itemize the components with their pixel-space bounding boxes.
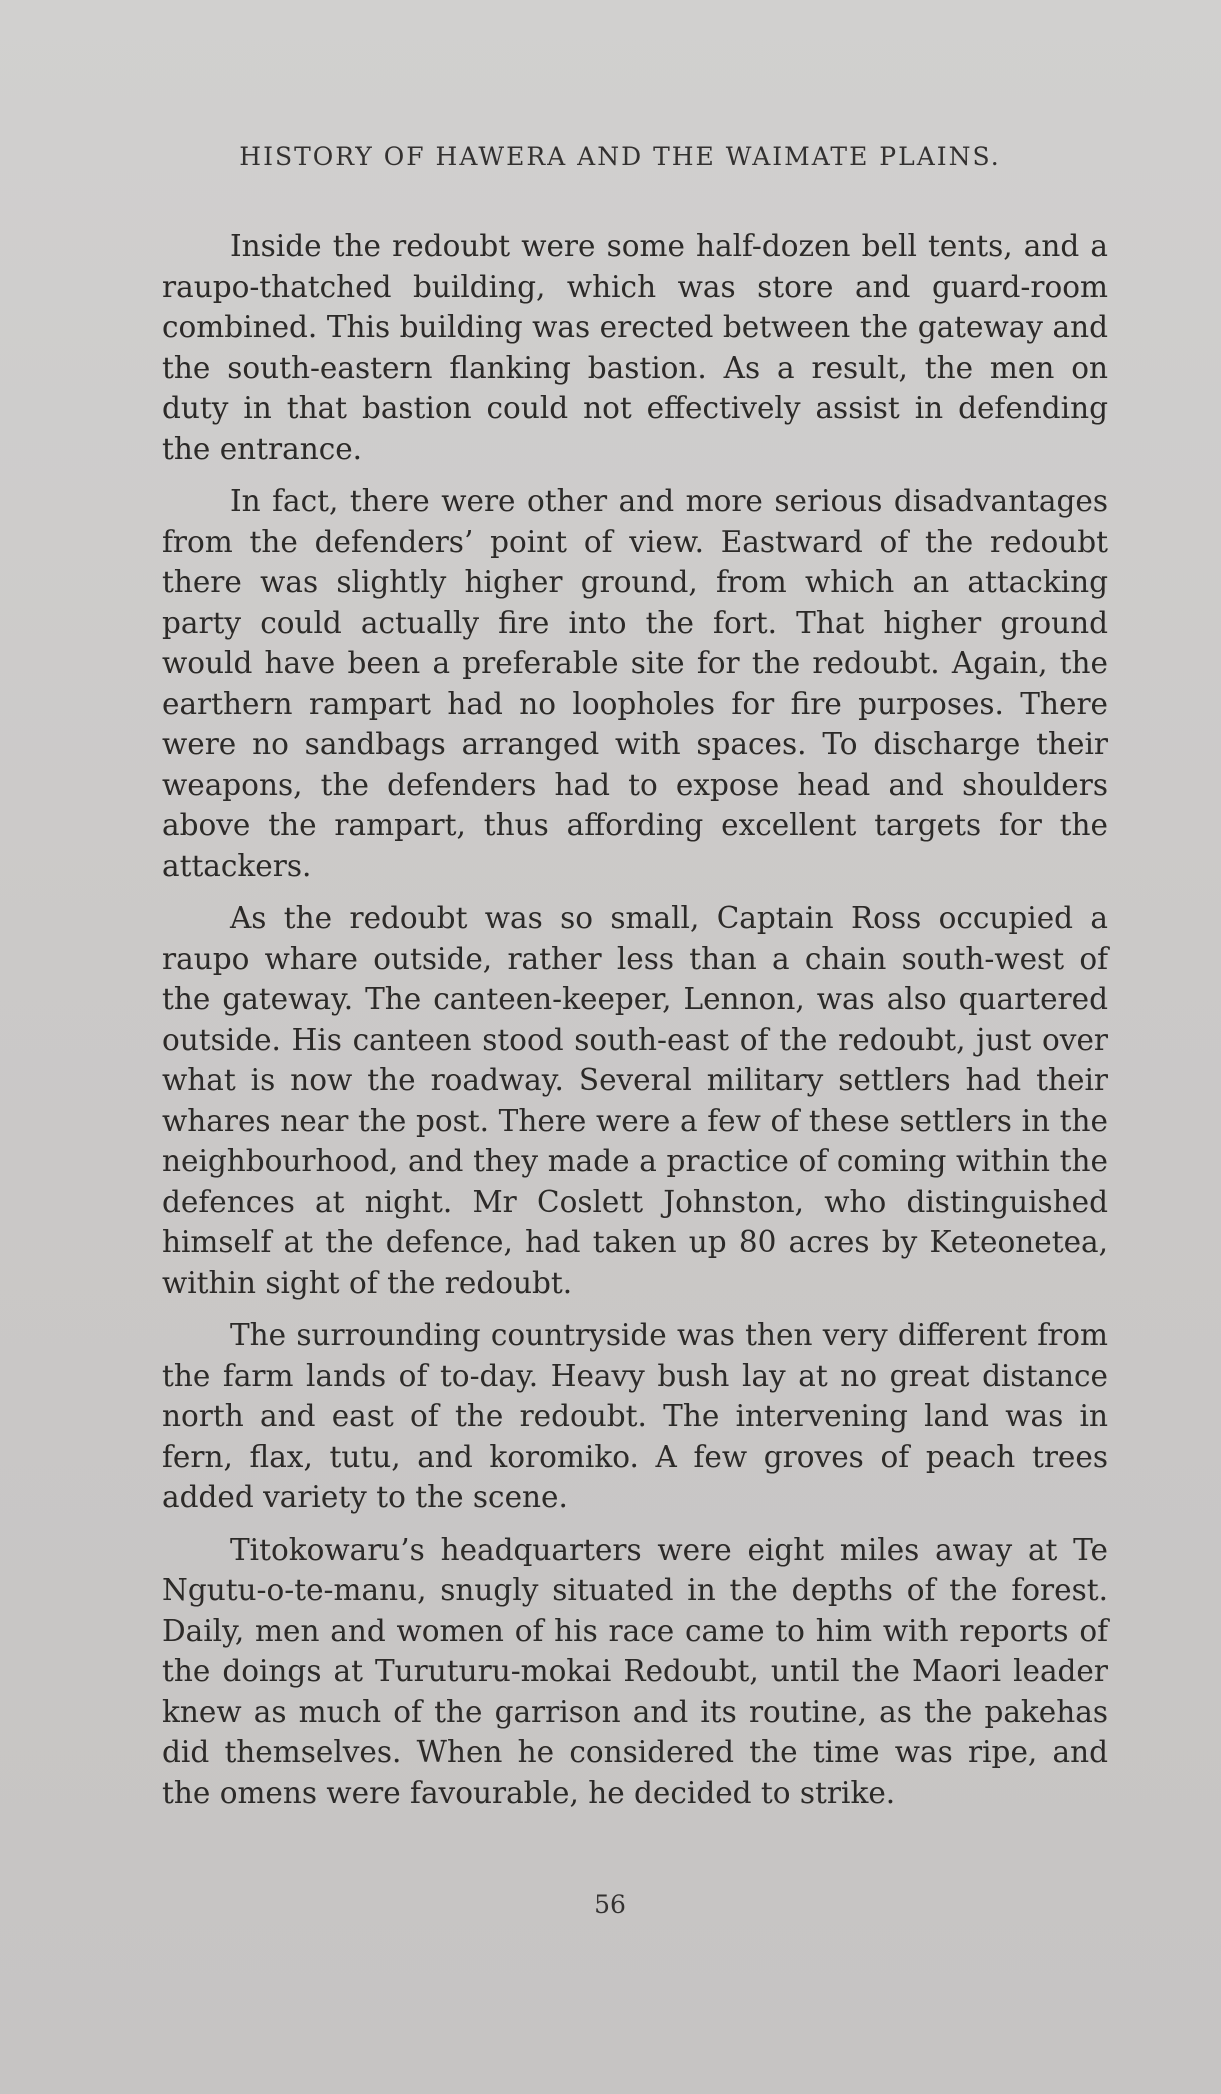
paragraph-disadvantages: In fact, there were other and more serious disadvantages from the defenders’ point of view. Eastward of the redoubt there was slightly higher ground, from which an attacking party could actually fire into the fort. That higher ground would have been a preferable site for the redoubt. Again, the earthern rampart had no loopholes for fire purposes. There were no sandbags arranged with spaces. To discharge their weapons, the defenders had to expose head and shoulders above the rampart, thus affording excellent targets for the attackers. bbox=[162, 484, 1108, 883]
paragraph-captain-ross: As the redoubt was so small, Captain Ross occupied a raupo whare outside, rather less than a chain south-west of the gateway. The canteen-keeper, Lennon, was also quartered outside. His canteen stood south-east of the redoubt, just over what is now the roadway. Several military settlers had their whares near the post. There were a few of these settlers in the neighbourhood, and they made a practice of coming within the defences at night. Mr Coslett Johnston, who distinguished himself at the defence, had taken up 80 acres by Keteonetea, within sight of the redoubt. bbox=[162, 901, 1108, 1300]
page-number: 56 bbox=[594, 1890, 626, 1919]
paragraph-redoubt-interior: Inside the redoubt were some half-dozen bell tents, and a raupo-thatched building, which was store and guard-room combined. This building was erected between the gateway and the south-eastern flanking bastion. As a result, the men on duty in that bastion could not effectively assist in defending the entrance. bbox=[162, 229, 1108, 466]
running-head: HISTORY OF HAWERA AND THE WAIMATE PLAINS. bbox=[239, 142, 1001, 171]
paragraph-countryside: The surrounding countryside was then very different from the farm lands of to-day. Heavy bush lay at no great distance north and east of the redoubt. The intervening land was in fern, flax, tutu, and koromiko. A few groves of peach trees added variety to the scene. bbox=[162, 1318, 1108, 1514]
body-text bbox=[162, 226, 1108, 1825]
paragraph-titokowaru: Titokowaru’s headquarters were eight miles away at Te Ngutu-o-te-manu, snugly situated in the depths of the forest. Daily, men and women of his race came to him with reports of the doings at Turuturu-mokai Redoubt, until the Maori leader knew as much of the garrison and its routine, as the pakehas did themselves. When he considered the time was ripe, and the omens were favourable, he decided to strike. bbox=[162, 1532, 1108, 1810]
